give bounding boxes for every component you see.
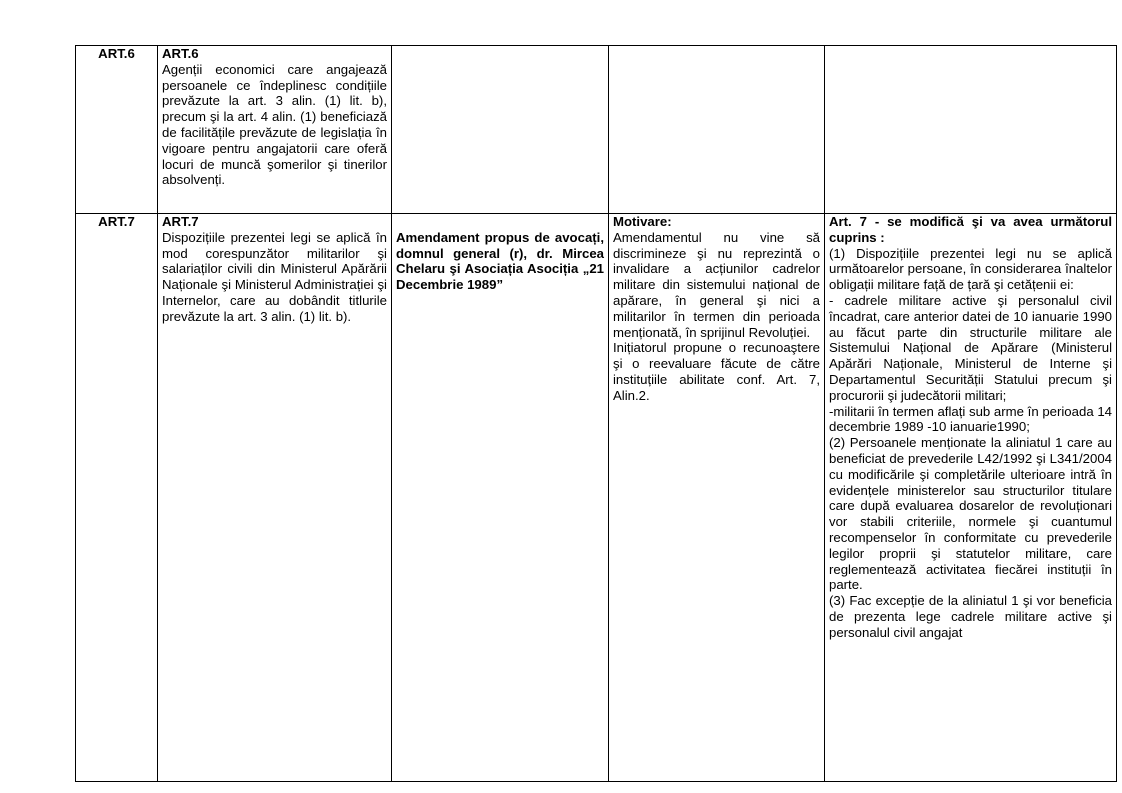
law-text-cell — [158, 46, 392, 214]
article-number: ART.6 — [76, 46, 158, 214]
law-article-title: ART.7 — [162, 214, 199, 229]
final-form-paragraph: (3) Fac excepție de la aliniatul 1 şi vor beneficia de prezenta lege cadrele militare active şi personalul civil angajat — [829, 593, 1112, 640]
motivation-title: Motivare: — [613, 214, 672, 229]
final-form-paragraph: - cadrele militare active şi personalul civil încadrat, care anterior datei de 10 ianuarie 1990 au făcut parte din structurile militare ale Sistemului Național de Apărare (Ministerul Apărări Naționale, Ministerul de Interne şi Departamentul Securității Statului precum şi procurorii şi judecătorii militari; — [829, 292, 1112, 403]
law-article-text: Agenții economici care angajează persoanele ce îndeplinesc condițiile prevăzute la art. 3 alin. (1) lit. b), precum şi la art. 4 alin. (1) beneficiază de facilitățile prevăzute de legislația în vigoare pentru angajatorii care oferă locuri de muncă şomerilor şi tinerilor absolvenți. — [162, 61, 387, 188]
final-form-paragraph: -militarii în termen aflați sub arme în perioada 14 decembrie 1989 -10 ianuarie1990; — [829, 403, 1112, 435]
amendments-table — [75, 45, 1117, 782]
table-row-art7 — [76, 214, 1117, 782]
amendment-cell — [392, 214, 609, 782]
final-form-paragraph: (2) Persoanele menționate la aliniatul 1 care au beneficiat de prevederile L42/1992 şi L341/2004 cu modificările şi completările ulterioare intră în evidențele ministerelor sau structurilor titulare care după evaluarea dosarelor de revoluționari vor stabili criteriile, normele şi cuantumul recompenselor în conformitate cu prevederile legilor proprii şi statutelor militare, care reglementează activitatea fiecărei instituții în parte. — [829, 435, 1112, 593]
final-form-cell — [825, 46, 1117, 214]
motivation-paragraph: Amendamentul nu vine să discrimineze şi nu reprezintă o invalidare a acțiunilor cadrelor militare din sistemului național de apărare, în general şi nici a militarilor în termen din perioada menționată, în sprijinul Revoluției. — [613, 229, 820, 340]
final-form-title: Art. 7 - se modifică şi va avea următorul cuprins : — [829, 214, 1112, 245]
table-row-art6 — [76, 46, 1117, 214]
amendment-title: Amendament propus de avocați, domnul general (r), dr. Mircea Chelaru şi Asociația Asociția „21 Decembrie 1989” — [396, 229, 604, 293]
law-article-title: ART.6 — [162, 46, 199, 61]
amendment-cell — [392, 46, 609, 214]
final-form-cell — [825, 214, 1117, 782]
motivation-cell — [609, 214, 825, 782]
law-article-text: Dispozițiile prezentei legi se aplică în mod corespunzător militarilor şi salariaților civili din Ministerul Apărării Naționale şi Ministerul Administrației şi Internelor, care au dobândit titlurile prevăzute la art. 3 alin. (1) lit. b). — [162, 229, 387, 324]
law-text-cell — [158, 214, 392, 782]
final-form-paragraph: (1) Dispozițiile prezentei legi nu se aplică următoarelor persoane, în considerarea înaltelor obligații militare față de țară şi cetățenii ei: — [829, 245, 1112, 293]
article-number: ART.7 — [76, 214, 158, 782]
motivation-cell — [609, 46, 825, 214]
motivation-paragraph: Inițiatorul propune o recunoaştere şi o reevaluare făcute de către instituțiile abilitate conf. Art. 7, Alin.2. — [613, 340, 820, 403]
